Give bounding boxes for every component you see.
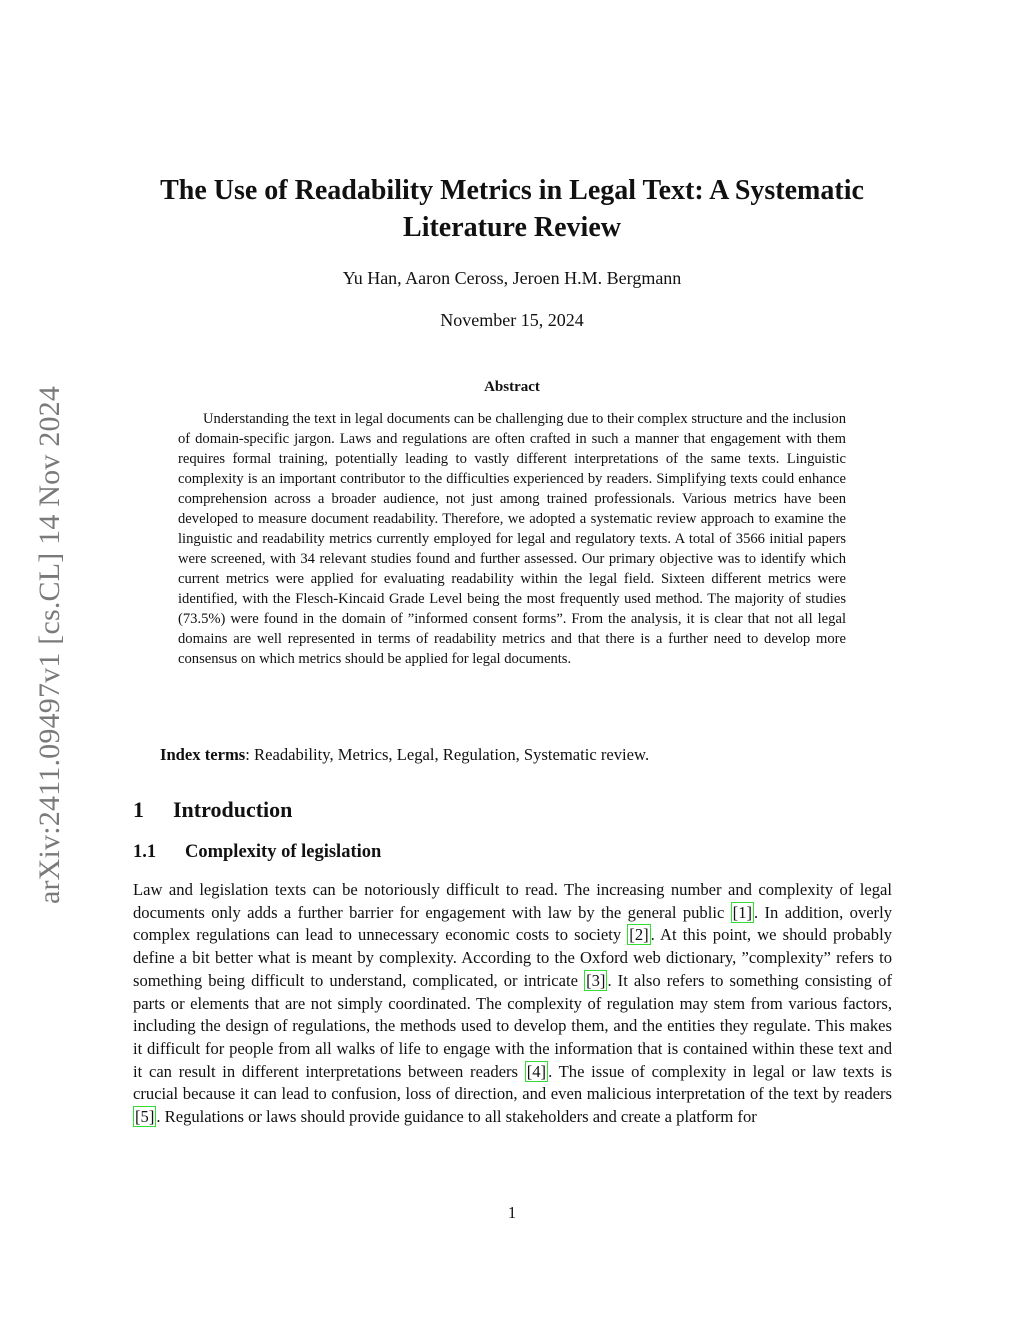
intro-text-segment: . In addition, overly complex regulations can lead to unnecessary economic costs to society: [133, 902, 892, 945]
arxiv-identifier-stamp: [22, 350, 78, 940]
intro-text-segment: . At this point, we should probably define a bit better what is meant by complexity. According to the Oxford web dictionary, ”complexity” refers to something being difficult to understand, complicated, or intricate: [133, 925, 892, 990]
index-terms-list: : Readability, Metrics, Legal, Regulation, Systematic review.: [245, 745, 650, 764]
introduction-paragraph: [133, 879, 892, 1129]
intro-text-segment: . Regulations or laws should provide guidance to all stakeholders and create a platform for: [156, 1107, 757, 1127]
subsection-number: 1.1: [133, 842, 157, 862]
section-number: 1: [133, 797, 144, 822]
paper-title: The Use of Readability Metrics in Legal Text: A Systematic Literature Review: [160, 175, 864, 243]
intro-text-segment: . The issue of complexity in legal or law texts is crucial because it can lead to confusion, loss of direction, and even malicious interpretation of the text by readers: [133, 1061, 892, 1104]
index-terms-label: Index terms: [160, 745, 246, 764]
abstract-heading: Abstract: [484, 379, 540, 395]
paper-authors: Yu Han, Aaron Ceross, Jeroen H.M. Bergmann: [342, 268, 682, 288]
page-number: 1: [507, 1203, 517, 1222]
section-title: Introduction: [173, 797, 293, 822]
index-terms: [160, 745, 860, 765]
citation-link-3[interactable]: [3]: [586, 970, 606, 990]
paper-date: November 15, 2024: [440, 310, 584, 330]
citation-link-5[interactable]: [5]: [135, 1107, 155, 1127]
citation-link-1[interactable]: [1]: [732, 902, 753, 922]
citation-link-4[interactable]: [4]: [526, 1061, 547, 1081]
arxiv-identifier-text: arXiv:2411.09497v1 [cs.CL] 14 Nov 2024: [33, 385, 67, 905]
abstract-text: Understanding the text in legal documents can be challenging due to their complex structure and the inclusion of domain-specific jargon. Laws and regulations are often crafted in such a manner that engagement with them requires formal training, potentially leading to vastly different interpretations of the same texts. Linguistic complexity is an important contributor to the difficulties experienced by readers. Simplifying texts could enhance comprehension across a broader audience, not just among trained professionals. Various metrics have been developed to measure document readability. Therefore, we adopted a systematic review approach to examine the linguistic and readability metrics currently employed for legal and regulatory texts. A total of 3566 initial papers were screened, with 34 relevant studies found and further assessed. Our primary objective was to identify which current metrics were applied for evaluating readability within the legal field. Sixteen different metrics were identified, with the Flesch-Kincaid Grade Level being the most frequently used method. The majority of studies (73.5%) were found in the domain of ”informed consent forms”. From the analysis, it is clear that not all legal domains are well represented in terms of readability metrics and that there is a further need to develop more consensus on which metrics should be applied for legal documents.: [178, 411, 846, 667]
section-heading-introduction: [133, 797, 292, 823]
subsection-title: Complexity of legislation: [185, 842, 382, 862]
intro-text-segment: . It also refers to something consisting of parts or elements that are not simply coordinated. The complexity of regulation may stem from various factors, including the design of regulations, the methods used to develop them, and the entities they regulate. This makes it difficult for people from all walks of life to engage with the information that is contained within these text and it can result in different interpretations between readers: [133, 970, 892, 1081]
subsection-heading-complexity: [133, 842, 381, 863]
citation-link-2[interactable]: [2]: [629, 925, 649, 945]
intro-text-segment: Law and legislation texts can be notoriously difficult to read. The increasing number and complexity of legal documents only adds a further barrier for engagement with law by the general public: [133, 880, 892, 922]
